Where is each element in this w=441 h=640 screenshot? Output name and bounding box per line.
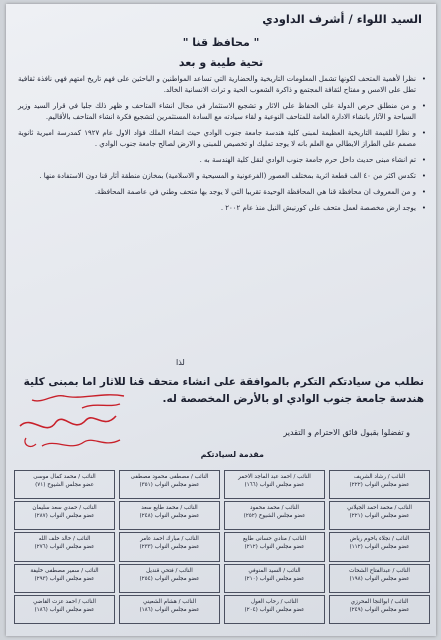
- signatory-cell: النائب / السيد المنوفي عضو مجلس النواب (٢١٠): [224, 564, 325, 593]
- request-paragraph: نطلب من سيادتكم التكرم بالموافقة على انشاء متحف قنا للاثار اما بمبنى كلية هندسة جامعة جنوب الوادي او بالأرض المخصصة له.: [23, 376, 424, 405]
- signatory-cell: النائب / مبارك احمد عامر عضو مجلس النواب (٢٣٣): [119, 532, 220, 561]
- handwritten-signature: [12, 386, 130, 460]
- signatory-cell: النائب / رحاب الغول عضو مجلس النواب (٢٠٤): [224, 595, 325, 624]
- signatory-cell: النائب / محمد احمد الجيلاني عضو مجلس النواب (٢٢١): [329, 501, 430, 530]
- petition-document: [6, 4, 436, 636]
- signatories-grid: [14, 470, 430, 624]
- greeting-heading: تحية طيبة و بعد: [178, 56, 264, 69]
- signatory-cell: النائب / عبدالفتاح الشحات عضو مجلس النواب (١٩٨): [329, 564, 430, 593]
- justification-list: [18, 74, 426, 219]
- signatory-cell: النائب / محمد طايع سعد عضو مجلس النواب (٢٤٨): [119, 501, 220, 530]
- separator-text: لذا: [176, 358, 185, 367]
- signatory-cell: النائب / محمد محمود عضو مجلس الشيوخ (٢٥٢): [224, 501, 325, 530]
- signatory-cell: النائب / احمد عبد الماجد الاحمر عضو مجلس النواب (١٦٦): [224, 470, 325, 499]
- signatory-cell: النائب / احمد عزت القاضي عضو مجلس النواب (١٨٦): [14, 595, 115, 624]
- signatory-cell: النائب / فتحي قنديل عضو مجلس النواب (٢٥٤): [119, 564, 220, 593]
- bullet-item: • تم انشاء مبنى حديث داخل حرم جامعة جنوب الوادي لنقل كلية الهندسة به .: [18, 155, 426, 166]
- presented-by: مقدمة لسيادتكم: [200, 450, 264, 459]
- bullet-item: • تكدس اكثر من ٤٠ الف قطعة اثرية بمختلف العصور (الفرعونية و المسيحية و الاسلامية) بمخازن منطقة أثار قنا دون الاستفادة منها .: [18, 171, 426, 182]
- signatory-cell: النائب / نجلاء باخوم رياض عضو مجلس النواب (١١٢): [329, 532, 430, 561]
- bullet-item: • و من المعروف ان محافظة قنا هي المحافظة الوحيدة تقريبا التي لا يوجد بها متحف وطني في عاصمة المحافظة.: [18, 187, 426, 198]
- addressee-title: السيد اللواء / أشرف الداودي: [262, 12, 422, 26]
- bullet-item: • يوجد ارض مخصصة لعمل متحف على كورنيش النيل منذ عام ٢٠٠٢ .: [18, 203, 426, 214]
- signatory-cell: النائب / سمير مصطفى خليفة عضو مجلس النواب (٢٩٣): [14, 564, 115, 593]
- signatory-cell: النائب / ابوالنجا المحرزي عضو مجلس النواب (٢٤٩): [329, 595, 430, 624]
- signatory-cell: النائب / خالد خلف الله عضو مجلس النواب (٢٧٦): [14, 532, 115, 561]
- signatory-cell: النائب / محمد كمال موسى عضو مجلس الشيوخ (٧١): [14, 470, 115, 499]
- signatory-cell: النائب / هشام الشعيني عضو مجلس النواب (١٨٦): [119, 595, 220, 624]
- signatory-cell: النائب / منادي حسانى طايع عضو مجلس النواب (٢١٢): [224, 532, 325, 561]
- signatory-cell: النائب / حمدي سعد سليمان عضو مجلس النواب (٢٨٧): [14, 501, 115, 530]
- closing-line: و تفضلوا بقبول فائق الاحترام و التقدير: [283, 428, 410, 437]
- bullet-item: • نظرا لأهمية المتحف لكونها تشمل المعلومات التاريخية والحضارية التي تساعد المواطنين و الباحثين على فهم تاريخ امتهم فهي نافذة ثقافية تطل على الامس و مفتاح لثقافة المجتمع و ذاكرة الشعوب الحية و تراث الانسانية الخالد.: [18, 74, 426, 96]
- signatory-cell: النائب / رشاد الشريف عضو مجلس النواب (٢٢٢): [329, 470, 430, 499]
- governor-heading: " محافظ قنا ": [182, 36, 260, 49]
- bullet-item: • و نظرا للقيمة التاريخية العظيمة لمبنى كلية هندسة جامعة جنوب الوادي حيث انشاء الملك فؤاد الاول عام ١٩٢٧ كمدرسة اميرية ثانوية مصمم على الطراز الايطالي مع العلم بانه لا يوجد تمليك او تخصيص للمبنى و الارض لصالح جامعة جنوب الوادي .: [18, 128, 426, 150]
- signatory-cell: النائب / مصطفى محمود مصطفى عضو مجلس النواب (٣٥١): [119, 470, 220, 499]
- bullet-item: • و من منطلق حرص الدولة على الحفاظ على الاثار و تشجيع الاستثمار في مجال انشاء المتاحف و ظهر ذلك جليا في قرار السيد وزير السياحة و الآثار بانشاء الادارة العامة للمتاحف النوعية و لقاء سيادته مع السادة المستثمرين لتشجيع فكرة انشاء المتاحف بالأقاليم.: [18, 101, 426, 123]
